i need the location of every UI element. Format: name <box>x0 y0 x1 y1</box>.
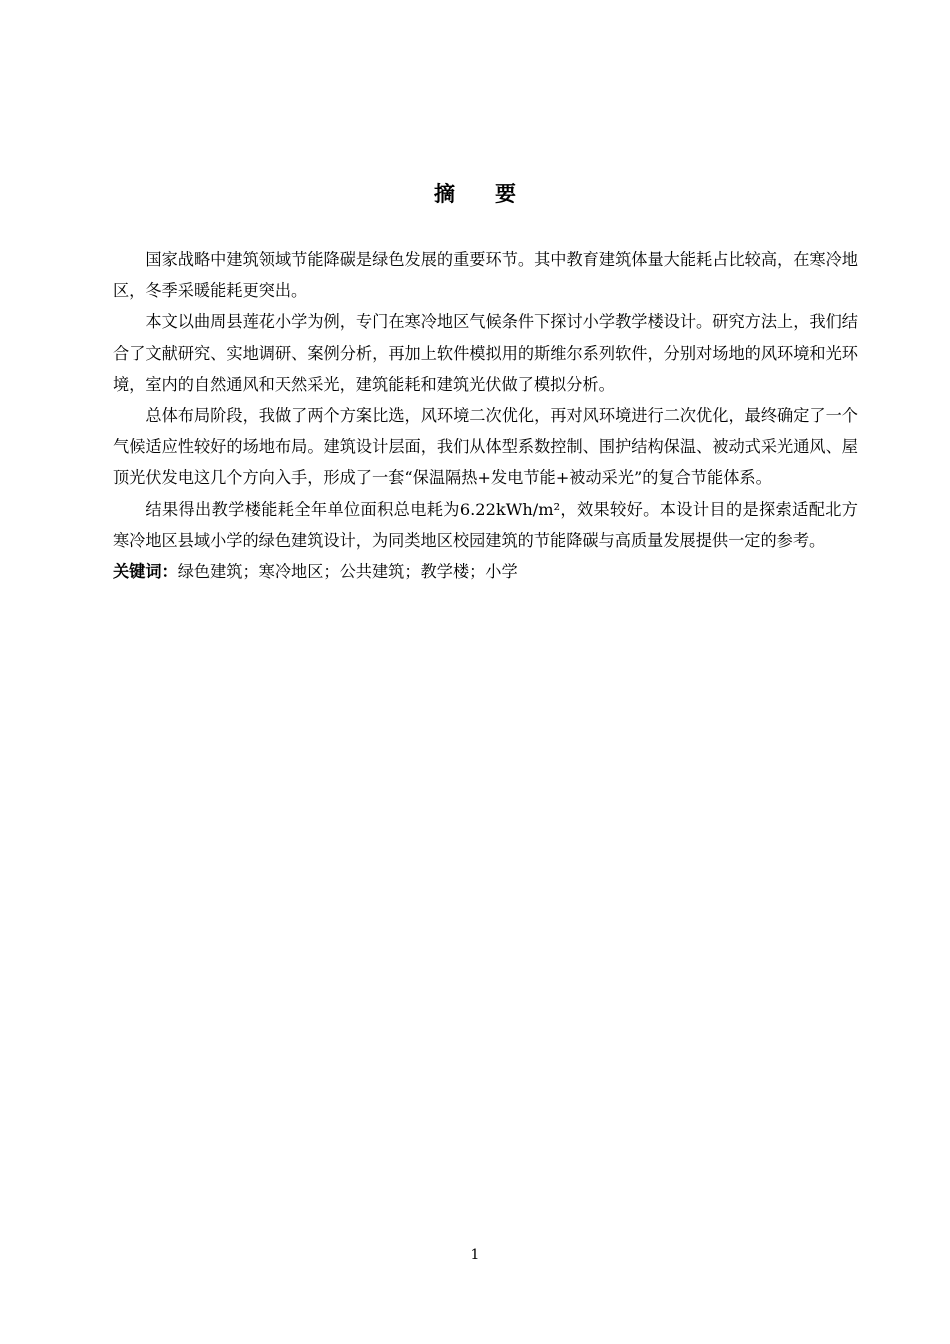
keywords-text: 绿色建筑；寒冷地区；公共建筑；教学楼；小学 <box>177 562 518 582</box>
abstract-title: 摘要 <box>434 182 556 206</box>
abstract-body <box>113 244 858 587</box>
abstract-paragraph-4: 结果得出教学楼能耗全年单位面积总电耗为6.22kWh/m²，效果较好。本设计目的是探索适配北方寒冷地区县域小学的绿色建筑设计，为同类地区校园建筑的节能降碳与高质量发展提供一定的参考。 <box>113 499 858 550</box>
keywords-label: 关键词： <box>113 562 178 582</box>
abstract-paragraph-1: 国家战略中建筑领域节能降碳是绿色发展的重要环节。其中教育建筑体量大能耗占比较高，在寒冷地区，冬季采暖能耗更突出。 <box>113 250 858 301</box>
abstract-paragraph-3: 总体布局阶段，我做了两个方案比选，风环境二次优化，再对风环境进行二次优化，最终确定了一个气候适应性较好的场地布局。建筑设计层面，我们从体型系数控制、围护结构保温、被动式采光通风、屋顶光伏发电这几个方向入手，形成了一套“保温隔热+发电节能+被动采光”的复合节能体系。 <box>113 406 858 488</box>
page-number: 1 <box>470 1247 480 1263</box>
keywords-line <box>113 556 858 587</box>
abstract-paragraph-2: 本文以曲周县莲花小学为例，专门在寒冷地区气候条件下探讨小学教学楼设计。研究方法上，我们结合了文献研究、实地调研、案例分析，再加上软件模拟用的斯维尔系列软件，分别对场地的风环境和光环境，室内的自然通风和天然采光，建筑能耗和建筑光伏做了模拟分析。 <box>113 312 858 394</box>
